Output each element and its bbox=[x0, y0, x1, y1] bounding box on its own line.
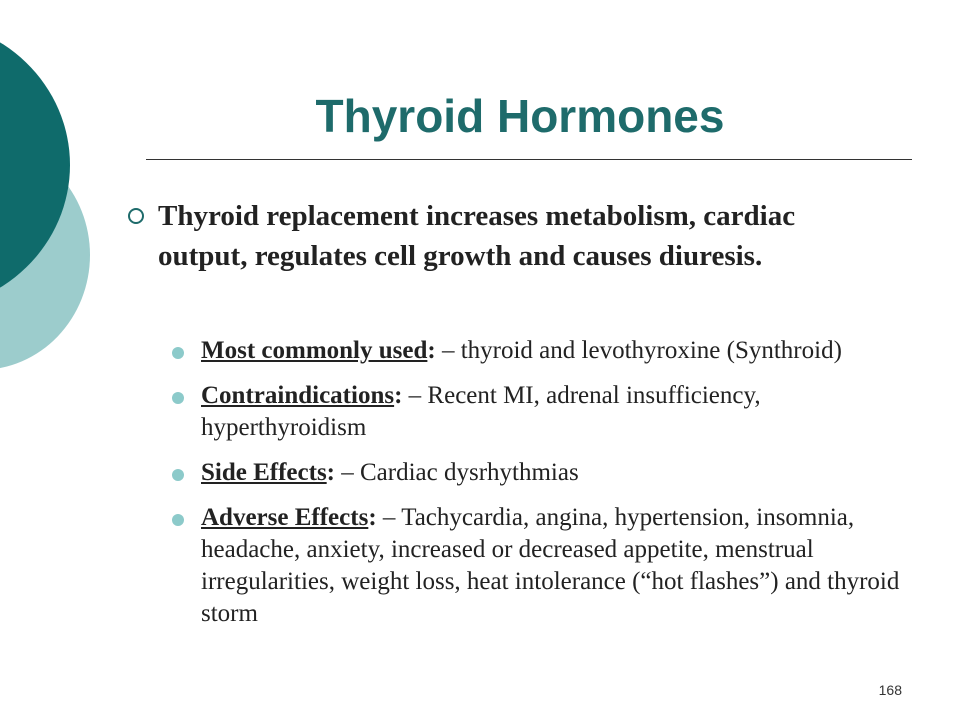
sub-bullet-lead: Most commonly used bbox=[201, 337, 428, 364]
page-number: 168 bbox=[878, 682, 902, 698]
sub-bullet-text: – Recent MI, adrenal insufficiency, hyperthyroidism bbox=[201, 382, 761, 441]
filled-dot-bullet-icon bbox=[172, 514, 184, 526]
sub-bullet-lead: Side Effects bbox=[201, 459, 327, 486]
filled-dot-bullet-icon bbox=[172, 392, 184, 404]
sub-bullet-text: – thyroid and levothyroxine (Synthroid) bbox=[435, 337, 842, 364]
filled-dot-bullet-icon bbox=[172, 469, 184, 481]
sub-bullet-side-effects bbox=[172, 457, 902, 489]
hollow-circle-bullet-icon bbox=[128, 208, 144, 224]
sub-bullet-colon: : bbox=[368, 504, 377, 531]
main-bullet-text: Thyroid replacement increases metabolism, cardiac output, regulates cell growth and causes diuresis. bbox=[158, 200, 796, 272]
sub-bullet-colon: : bbox=[394, 382, 403, 409]
main-bullet bbox=[116, 196, 876, 276]
sub-bullet-text: – Tachycardia, angina, hypertension, insomnia, headache, anxiety, increased or decreased appetite, menstrual irregularities, weight loss, heat intolerance (“hot flashes”) and thyroid storm bbox=[201, 504, 900, 627]
decorative-circles bbox=[0, 0, 120, 400]
sub-bullet-contraindications bbox=[172, 380, 902, 444]
sub-bullet-lead: Adverse Effects bbox=[201, 504, 369, 531]
sub-bullet-adverse-effects bbox=[172, 502, 902, 630]
slide-title: Thyroid Hormones bbox=[315, 90, 725, 142]
sub-bullet-text: – Cardiac dysrhythmias bbox=[335, 459, 579, 486]
sub-bullet-colon: : bbox=[427, 337, 436, 364]
title-divider bbox=[146, 159, 912, 160]
sub-bullet-lead: Contraindications bbox=[201, 382, 395, 409]
sub-bullet-most-commonly-used bbox=[172, 335, 902, 367]
sub-bullet-list bbox=[172, 335, 902, 643]
sub-bullet-colon: : bbox=[326, 459, 335, 486]
filled-dot-bullet-icon bbox=[172, 347, 184, 359]
